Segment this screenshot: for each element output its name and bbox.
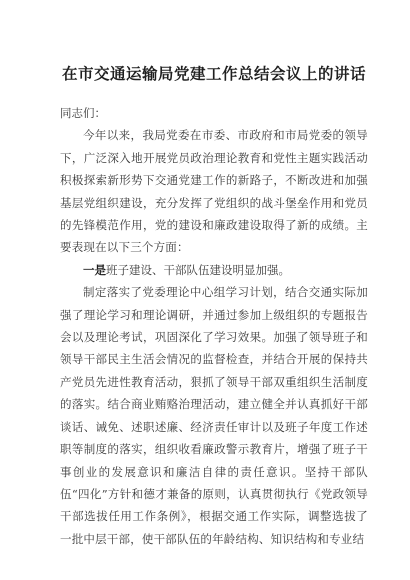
section-lead: 一是 bbox=[83, 262, 106, 277]
salutation: 同志们： bbox=[60, 106, 106, 120]
document-title: 在市交通运输局党建工作总结会议上的讲话 bbox=[61, 65, 366, 83]
body-paragraph: 制定落实了党委理论中心组学习计划，结合交通实际加强了理论学习和理论调研，并通过参加上级组织的专题报告会以及理论考试，巩固深化了学习效果。加强了领导班子和领导干部民主生活会情况的监督检查，并结合开展的保持共产党员先进性教育活动，狠抓了领导干部双重组织生活制度的落实。结合商业贿赂治理活动，建立健全并认真抓好干部谈话、诫免、述职述廉、经济责任审计以及班子年度工作述职等制度的落实，组织收看廉政警示教育片，增强了班子干事创业的发展意识和廉洁自律的责任意识。坚持干部队伍“四化”方针和德才兼备的原则，认真贯彻执行《党政领导干部选拔任用工作条例》，根据交通工作实际，调整选拔了一批中层干部，使干部队伍的年龄结构、知识结构和专业结 bbox=[60, 285, 368, 546]
intro-paragraph: 今年以来，我局党委在市委、市政府和市局党委的领导下，广泛深入地开展党员政治理论教育和党性主题实践活动积极探索新形势下交通党建工作的新路子，不断改进和加强基层党组织建设，充分发挥了党组织的战斗堡垒作用和党员的先锋模范作用，党的建设和廉政建设取得了新的成绩。主要表现在以下三个方面： bbox=[60, 128, 368, 255]
section-heading bbox=[60, 259, 368, 281]
section-heading-text: 班子建设、干部队伍建设明显加强。 bbox=[106, 262, 290, 277]
